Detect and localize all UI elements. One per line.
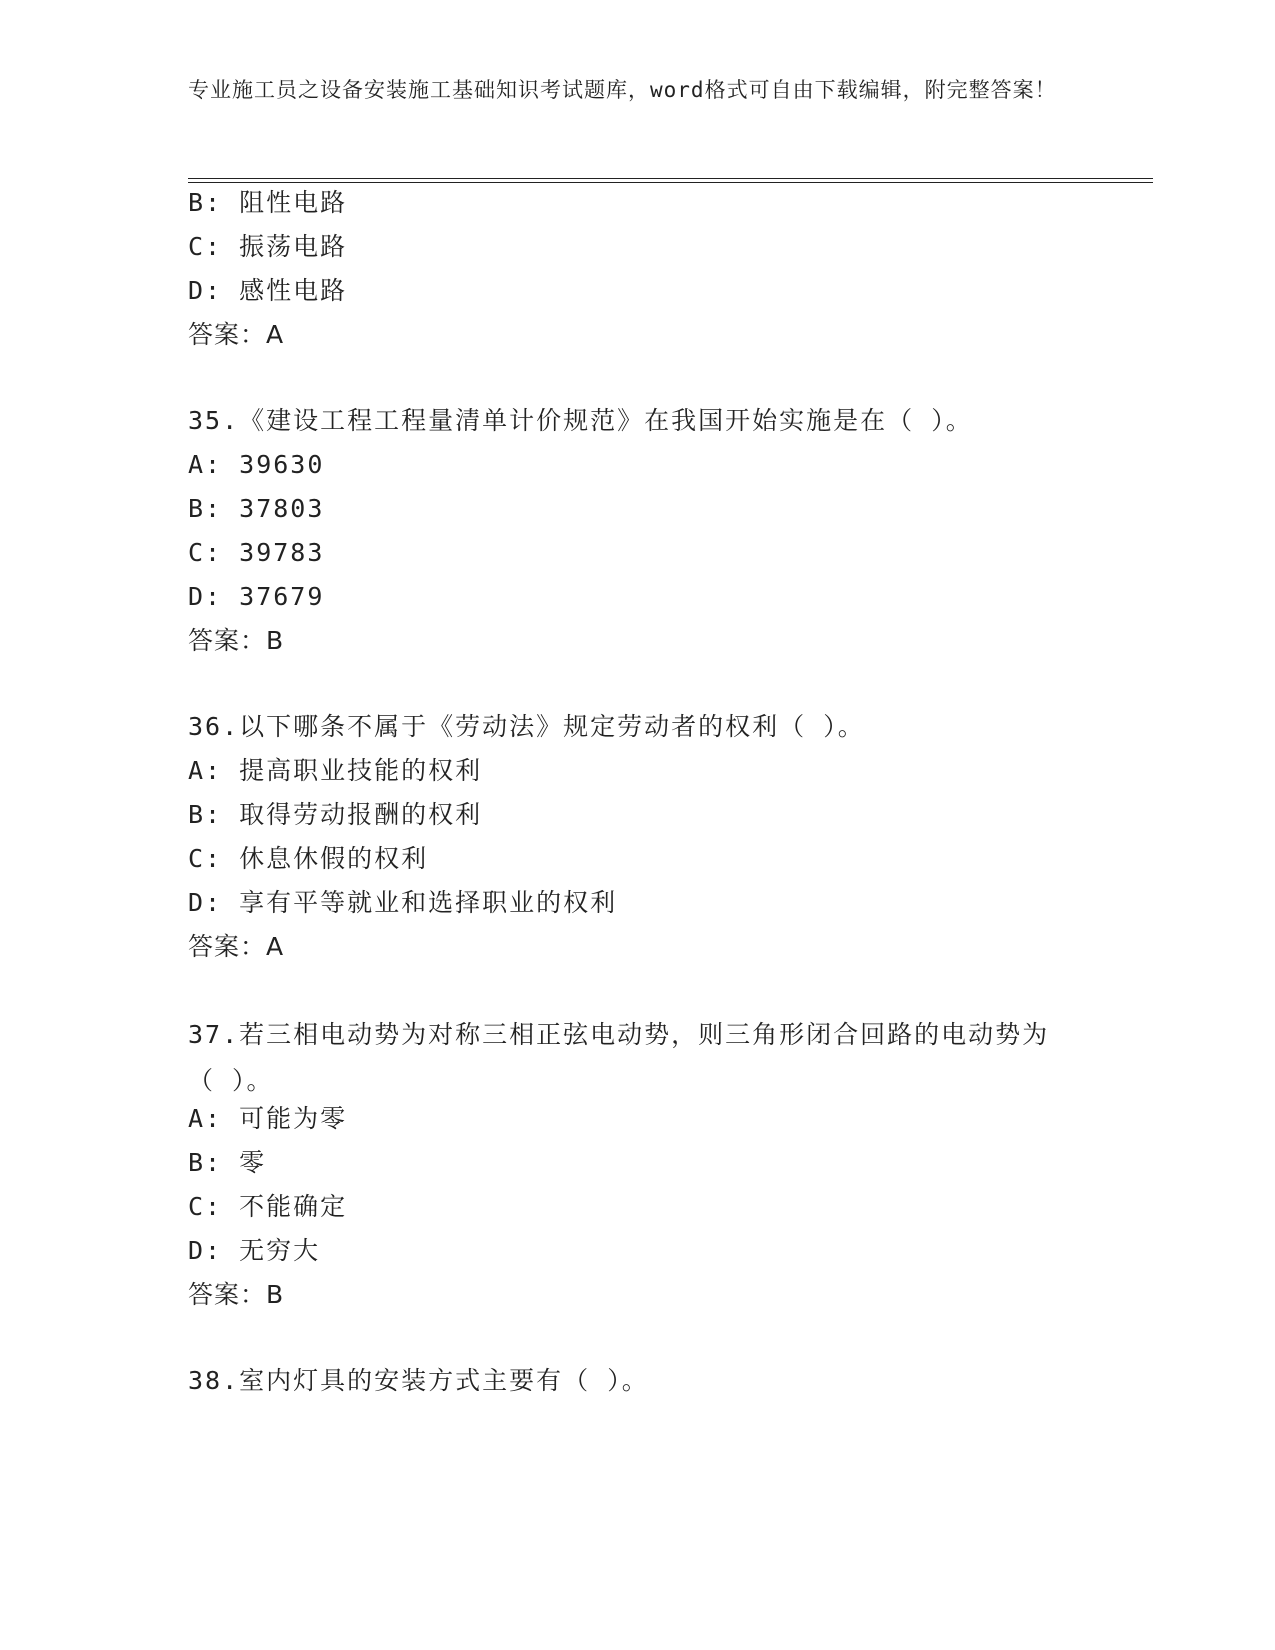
header-rule-bottom [188, 182, 1153, 183]
q35-option-c: C: 39783 [188, 538, 325, 567]
q34-option-d: D: 感性电路 [188, 276, 348, 305]
q35-answer: 答案：B [188, 626, 285, 655]
q37-option-b: B: 零 [188, 1148, 267, 1177]
q36-question: 36.以下哪条不属于《劳动法》规定劳动者的权利（ ）。 [188, 712, 865, 741]
q36-option-d: D: 享有平等就业和选择职业的权利 [188, 888, 618, 917]
q35-option-d: D: 37679 [188, 582, 325, 611]
q36-option-c: C: 休息休假的权利 [188, 844, 429, 873]
q34-option-c: C: 振荡电路 [188, 232, 348, 261]
header-rule-top [188, 178, 1153, 179]
q38-question: 38.室内灯具的安装方式主要有（ ）。 [188, 1366, 649, 1395]
q37-option-c: C: 不能确定 [188, 1192, 348, 1221]
q35-option-a: A: 39630 [188, 450, 325, 479]
q37-question: 37.若三相电动势为对称三相正弦电动势，则三角形闭合回路的电动势为（ ）。 [188, 1020, 1050, 1095]
q35-question: 35.《建设工程工程量清单计价规范》在我国开始实施是在（ ）。 [188, 406, 973, 435]
q35-option-b: B: 37803 [188, 494, 325, 523]
q37-option-a: A: 可能为零 [188, 1104, 348, 1133]
q36-option-b: B: 取得劳动报酬的权利 [188, 800, 483, 829]
q36-option-a: A: 提高职业技能的权利 [188, 756, 483, 785]
q34-option-b: B: 阻性电路 [188, 188, 348, 217]
document-header: 专业施工员之设备安装施工基础知识考试题库，word格式可自由下载编辑，附完整答案！ [188, 78, 1057, 102]
q36-answer: 答案：A [188, 932, 285, 961]
q34-answer: 答案：A [188, 320, 285, 349]
q37-option-d: D: 无穷大 [188, 1236, 321, 1265]
q37-answer: 答案：B [188, 1280, 285, 1309]
